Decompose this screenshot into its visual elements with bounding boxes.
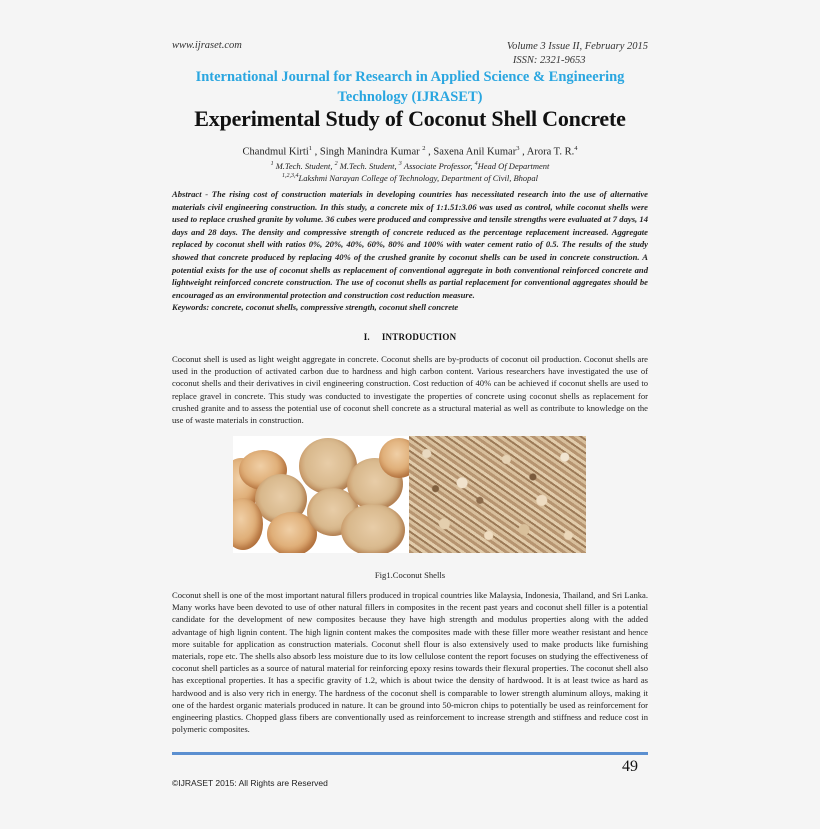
section-heading (172, 332, 648, 342)
role: Associate Professor (403, 160, 471, 171)
volume-issue: Volume 3 Issue II, February 2015 (506, 41, 648, 52)
section-number: I. (363, 332, 370, 342)
role-sup: 3 (398, 160, 402, 167)
copyright-notice: ©IJRASET 2015: All Rights are Reserved (172, 778, 328, 788)
role: M.Tech. Student (275, 160, 331, 171)
issue-info (507, 40, 648, 68)
author: Arora T. R. (526, 146, 575, 158)
whole-coconut-shells-image (233, 436, 409, 553)
role-sup: 2 (334, 160, 338, 167)
author-sup: 2 (422, 145, 426, 152)
keywords-label: Keywords: (172, 302, 210, 313)
figure-caption: Fig1.Coconut Shells (374, 570, 446, 580)
paper-title: Experimental Study of Coconut Shell Concrete (194, 106, 626, 131)
keywords-text: concrete, coconut shells, compressive strength, coconut shell concrete (211, 302, 459, 313)
abstract-text: The rising cost of construction materials in developing countries has necessitated research into the use of alternative materials civil engineering construction. In this study, a concrete mix of 1:1.51:3.06 was used as control, while coconut shells were used to replace crushed granite by volume. 36 cubes were produced and compressive and tensile strengths were evaluated at 7 days, 14 days and 28 days. The density and compressive strength of concrete reduced as the percentage replacement increased. Aggregate replaced by coconut shell with ratios 0%, 20%, 40%, 60%, 80% and 100% with water cement ratio of 0.5. The results of the study showed that concrete produced by replacing 40% of the crushed granite by coconut shells can be used in concrete construction. A potential exists for the use of coconut shells as replacement of conventional aggregate in both conventional reinforced concrete and lightweight reinforced concrete construction. The use of coconut shells as partial replacement for conventional aggregates should be encouraged as an environmental protection and construction cost reduction measure. (172, 189, 648, 300)
author-list: Chandmul Kirti$^1$ , Singh Manindra Kumar $^2$ , Saxena Anil Kumar$^3$ , Arora T. R.$^4$ (242, 145, 578, 158)
author-sup: 3 (516, 145, 520, 152)
author: Saxena Anil Kumar (433, 146, 517, 158)
role-sup: 4 (474, 160, 478, 167)
abstract-label: Abstract - (172, 189, 209, 199)
institution-sup: 1,2,3,4 (281, 173, 299, 180)
intro-paragraph-1: Coconut shell is used as light weight aggregate in concrete. Coconut shells are by-products of coconut oil production. Coconut shells are used in the production of activated carbon due to hardness and high carbon content. Various researchers have investigated the use of coconut shells and their derivatives in civil engineering construction. Cost reduction of 40% can be achieved if coconut shells are used to replace gravel in concrete. This study was conducted to investigate the properties of concrete using coconut shells as replacement for crushed granite and to assess the potential use of coconut shell concrete as a structural material as well as contribute to knowledge on the use of waste materials in construction. (172, 354, 648, 426)
abstract (172, 188, 648, 314)
author-sup: 1 (308, 145, 313, 152)
footer-rule (172, 752, 648, 755)
page-number: 49 (622, 758, 638, 775)
author-block (172, 143, 648, 184)
role-sup: 1 (270, 160, 274, 167)
author: Chandmul Kirti (242, 146, 309, 158)
intro-paragraph-2: Coconut shell is one of the most important natural fillers produced in tropical countries like Malaysia, Indonesia, Thailand, and Sri Lanka. Many works have been devoted to use of other natural fillers in composites in the recent past years and coconut shell filler is a potential candidate for the development of new composites because they have high strength and modulus properties along with the added advantage of high lignin content. The high lignin content makes the composites made with these filler more weather resistant and hence more suitable for application as construction materials. Coconut shell flour is also extensively used to make products like furnishing materials, rope etc. The shells also absorb less moisture due to its low cellulose content the report focuses on studying the effectiveness of coconut shell particles as a source of natural material for reinforcing epoxy resins towards their flexural properties. The coconut shell also has exceptional properties. It has a specific gravity of 1.2, which is about twice the density of hardwood. It is at least twice as hard as hardwood and is also very rich in energy. The hardness of the coconut shell is comparable to lower strength aluminum alloys, making it one of the hardest organic materials produced in nature. It can be ground into 50-micron chips to potentially be used as reinforcement for engineering plastics. Chopped glass fibers are conventionally used as reinforcement to increase strength and stiffness and reduce cost in polymeric composites. (172, 590, 648, 735)
author-roles: $^1$ M.Tech. Student, $^2$ M.Tech. Student, $^3$ Associate Professor, $^4$Head Of Department (270, 160, 550, 171)
journal-website: www.ijraset.com (172, 40, 242, 51)
role: M.Tech. Student (339, 160, 395, 171)
author-institution (172, 171, 648, 184)
institution: Lakshmi Narayan College of Technology, Department of Civil, Bhopal (298, 173, 539, 184)
author-sup: 4 (574, 145, 578, 152)
figure-coconut-shells (233, 436, 586, 553)
issn: ISSN: 2321-9653 (512, 55, 586, 66)
section-title: INTRODUCTION (381, 332, 457, 342)
crushed-coconut-shells-image (409, 436, 586, 553)
author: Singh Manindra Kumar (319, 146, 420, 158)
journal-name: International Journal for Research in Applied Science & Engineering Technology (IJRASET) (195, 69, 625, 105)
role: Head Of Department (477, 160, 550, 171)
keywords (172, 301, 648, 314)
